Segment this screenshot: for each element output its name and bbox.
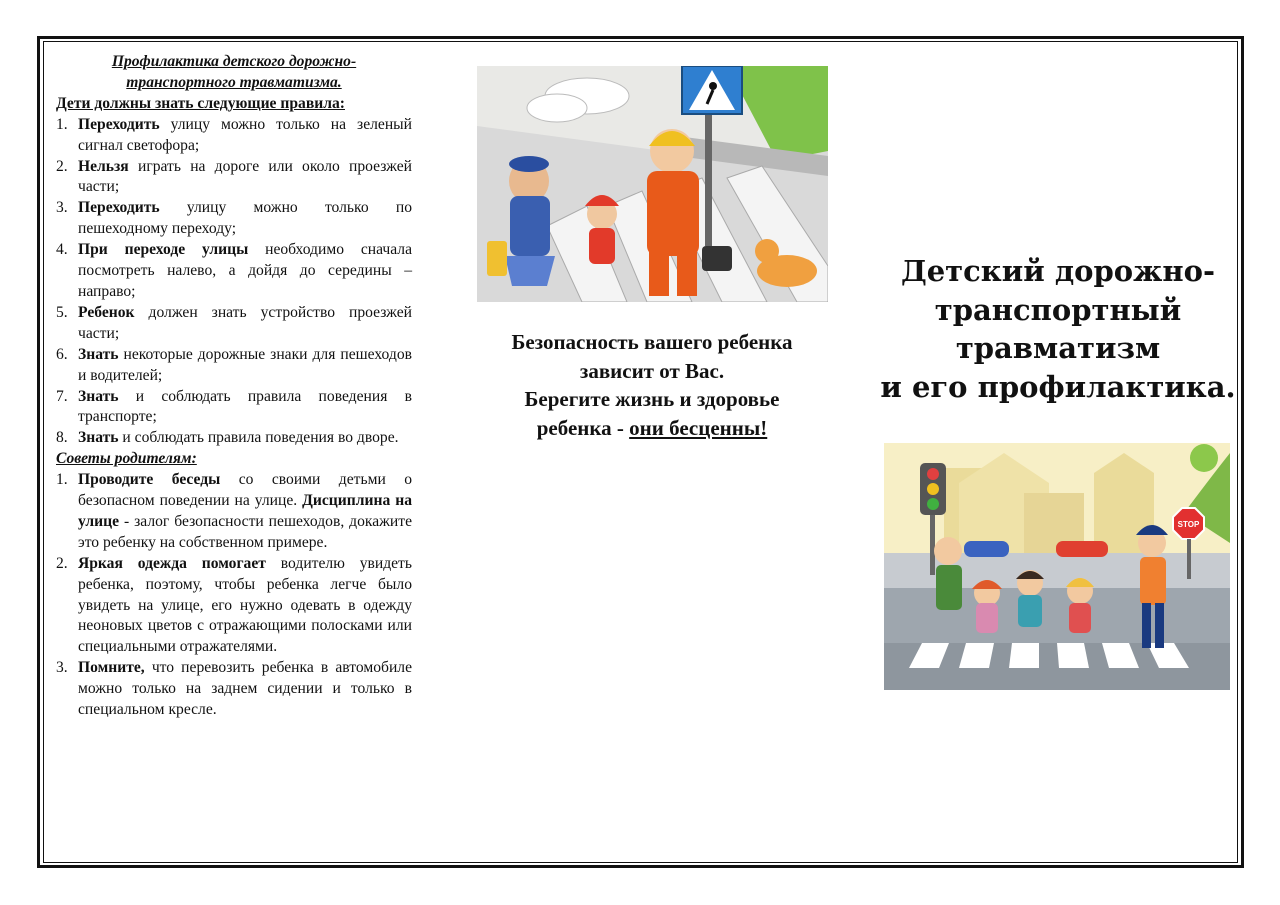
rule-keyword: Знать bbox=[78, 387, 119, 405]
tips-list bbox=[56, 470, 412, 721]
slogan-line3: Берегите жизнь и здоровье bbox=[524, 387, 780, 411]
cover-title bbox=[880, 252, 1236, 406]
rule-keyword: При переходе улицы bbox=[78, 241, 249, 259]
tip-keyword: Проводите беседы bbox=[78, 471, 221, 489]
tip-text bbox=[78, 658, 412, 721]
rule-text bbox=[78, 157, 412, 199]
tip-number: 2. bbox=[56, 554, 68, 572]
rule-item bbox=[56, 240, 412, 303]
rule-number: 6. bbox=[56, 345, 68, 363]
rule-item bbox=[56, 157, 412, 199]
rule-keyword: Переходить bbox=[78, 115, 160, 133]
slogan-line2: зависит от Вас. bbox=[579, 358, 725, 383]
tip-keyword: Помните, bbox=[78, 659, 145, 677]
tip-body: водителю увидеть ребенка, поэтому, чтобы ребенка легче было увидеть на улице, его нужно одевать в одежду неоновых цветов с отражающими полосками или специальными отражателями. bbox=[78, 554, 412, 656]
slogan-line1: Безопасность вашего ребенка bbox=[511, 330, 793, 354]
rule-body: некоторые дорожные знаки для пешеходов и водителей; bbox=[78, 345, 412, 384]
rule-body: улицу можно только по пешеходному переходу; bbox=[78, 199, 412, 238]
rule-text bbox=[78, 198, 412, 240]
tip-text bbox=[78, 470, 412, 554]
kids-crossing-illustration bbox=[884, 443, 1230, 690]
rule-item bbox=[56, 387, 412, 429]
rule-text bbox=[78, 303, 412, 345]
tip-item bbox=[56, 470, 412, 554]
tip-number: 3. bbox=[56, 659, 68, 677]
rule-number: 5. bbox=[56, 303, 68, 321]
rule-body: и соблюдать правила поведения во дворе. bbox=[118, 429, 399, 447]
kids-crossing-drawing bbox=[884, 443, 1230, 690]
tip-body-2: - залог безопасности пешеходов, докажите это ребенку на собственном примере. bbox=[78, 512, 412, 551]
tip-body: со своими детьми о безопасном поведении на улице. bbox=[78, 471, 412, 510]
rule-body: улицу можно только на зеленый сигнал светофора; bbox=[78, 115, 412, 154]
rules-heading: Дети должны знать следующие правила: bbox=[56, 94, 345, 112]
rule-number: 3. bbox=[56, 199, 68, 217]
tip-body: что перевозить ребенка в автомобиле можно только на заднем сидении и только в специальном кресле. bbox=[78, 659, 412, 719]
rule-text bbox=[78, 240, 412, 303]
left-column bbox=[56, 52, 412, 721]
stop-sign-label: STOP bbox=[1177, 520, 1200, 529]
rule-keyword: Нельзя bbox=[78, 157, 129, 175]
tip-item bbox=[56, 554, 412, 659]
rule-text bbox=[78, 115, 412, 157]
leaflet-title-line2: транспортного травматизма. bbox=[126, 73, 342, 91]
rule-body: должен знать устройство проезжей части; bbox=[78, 303, 412, 342]
tip-keyword: Яркая одежда помогает bbox=[78, 554, 266, 572]
tip-number: 1. bbox=[56, 471, 68, 489]
slogan-emphasis: они бесценны! bbox=[629, 415, 768, 440]
rules-list bbox=[56, 115, 412, 450]
crosswalk-family-illustration bbox=[477, 66, 828, 302]
rule-keyword: Знать bbox=[78, 345, 119, 363]
rule-text bbox=[78, 428, 412, 449]
cover-title-line3: травматизм bbox=[955, 331, 1161, 365]
rule-body: и соблюдать правила поведения в транспорте; bbox=[78, 387, 412, 426]
tips-heading: Советы родителям: bbox=[56, 450, 197, 468]
rule-number: 8. bbox=[56, 429, 68, 447]
rule-keyword: Знать bbox=[78, 429, 119, 447]
cover-title-line2: транспортный bbox=[934, 292, 1182, 327]
tip-item bbox=[56, 658, 412, 721]
rule-body: необходимо сначала посмотреть налево, а дойдя до середины – направо; bbox=[78, 241, 412, 300]
rule-item bbox=[56, 115, 412, 157]
leaflet-title-line1: Профилактика детского дорожно- bbox=[111, 53, 357, 70]
cover-title-line4: и его профилактика. bbox=[880, 369, 1236, 404]
rule-item bbox=[56, 198, 412, 240]
center-slogan bbox=[470, 328, 834, 442]
slogan-line4 bbox=[470, 414, 834, 443]
rule-number: 4. bbox=[56, 241, 68, 259]
rule-number: 7. bbox=[56, 387, 68, 405]
rule-keyword: Переходить bbox=[78, 199, 160, 217]
tip-keyword-2: Дисциплина на улице bbox=[78, 492, 412, 530]
rule-body: играть на дороге или около проезжей части; bbox=[78, 157, 412, 196]
rule-keyword: Ребенок bbox=[78, 303, 135, 321]
crosswalk-family-drawing bbox=[477, 66, 828, 302]
rule-text bbox=[78, 387, 412, 429]
tip-text bbox=[78, 554, 412, 659]
rule-number: 1. bbox=[56, 115, 68, 133]
rule-item bbox=[56, 428, 412, 449]
slogan-line4-prefix: ребенка - bbox=[536, 415, 630, 440]
rule-number: 2. bbox=[56, 157, 68, 175]
rule-item bbox=[56, 303, 412, 345]
rule-text bbox=[78, 345, 412, 387]
cover-title-line1: Детский дорожно- bbox=[900, 254, 1216, 288]
rule-item bbox=[56, 345, 412, 387]
